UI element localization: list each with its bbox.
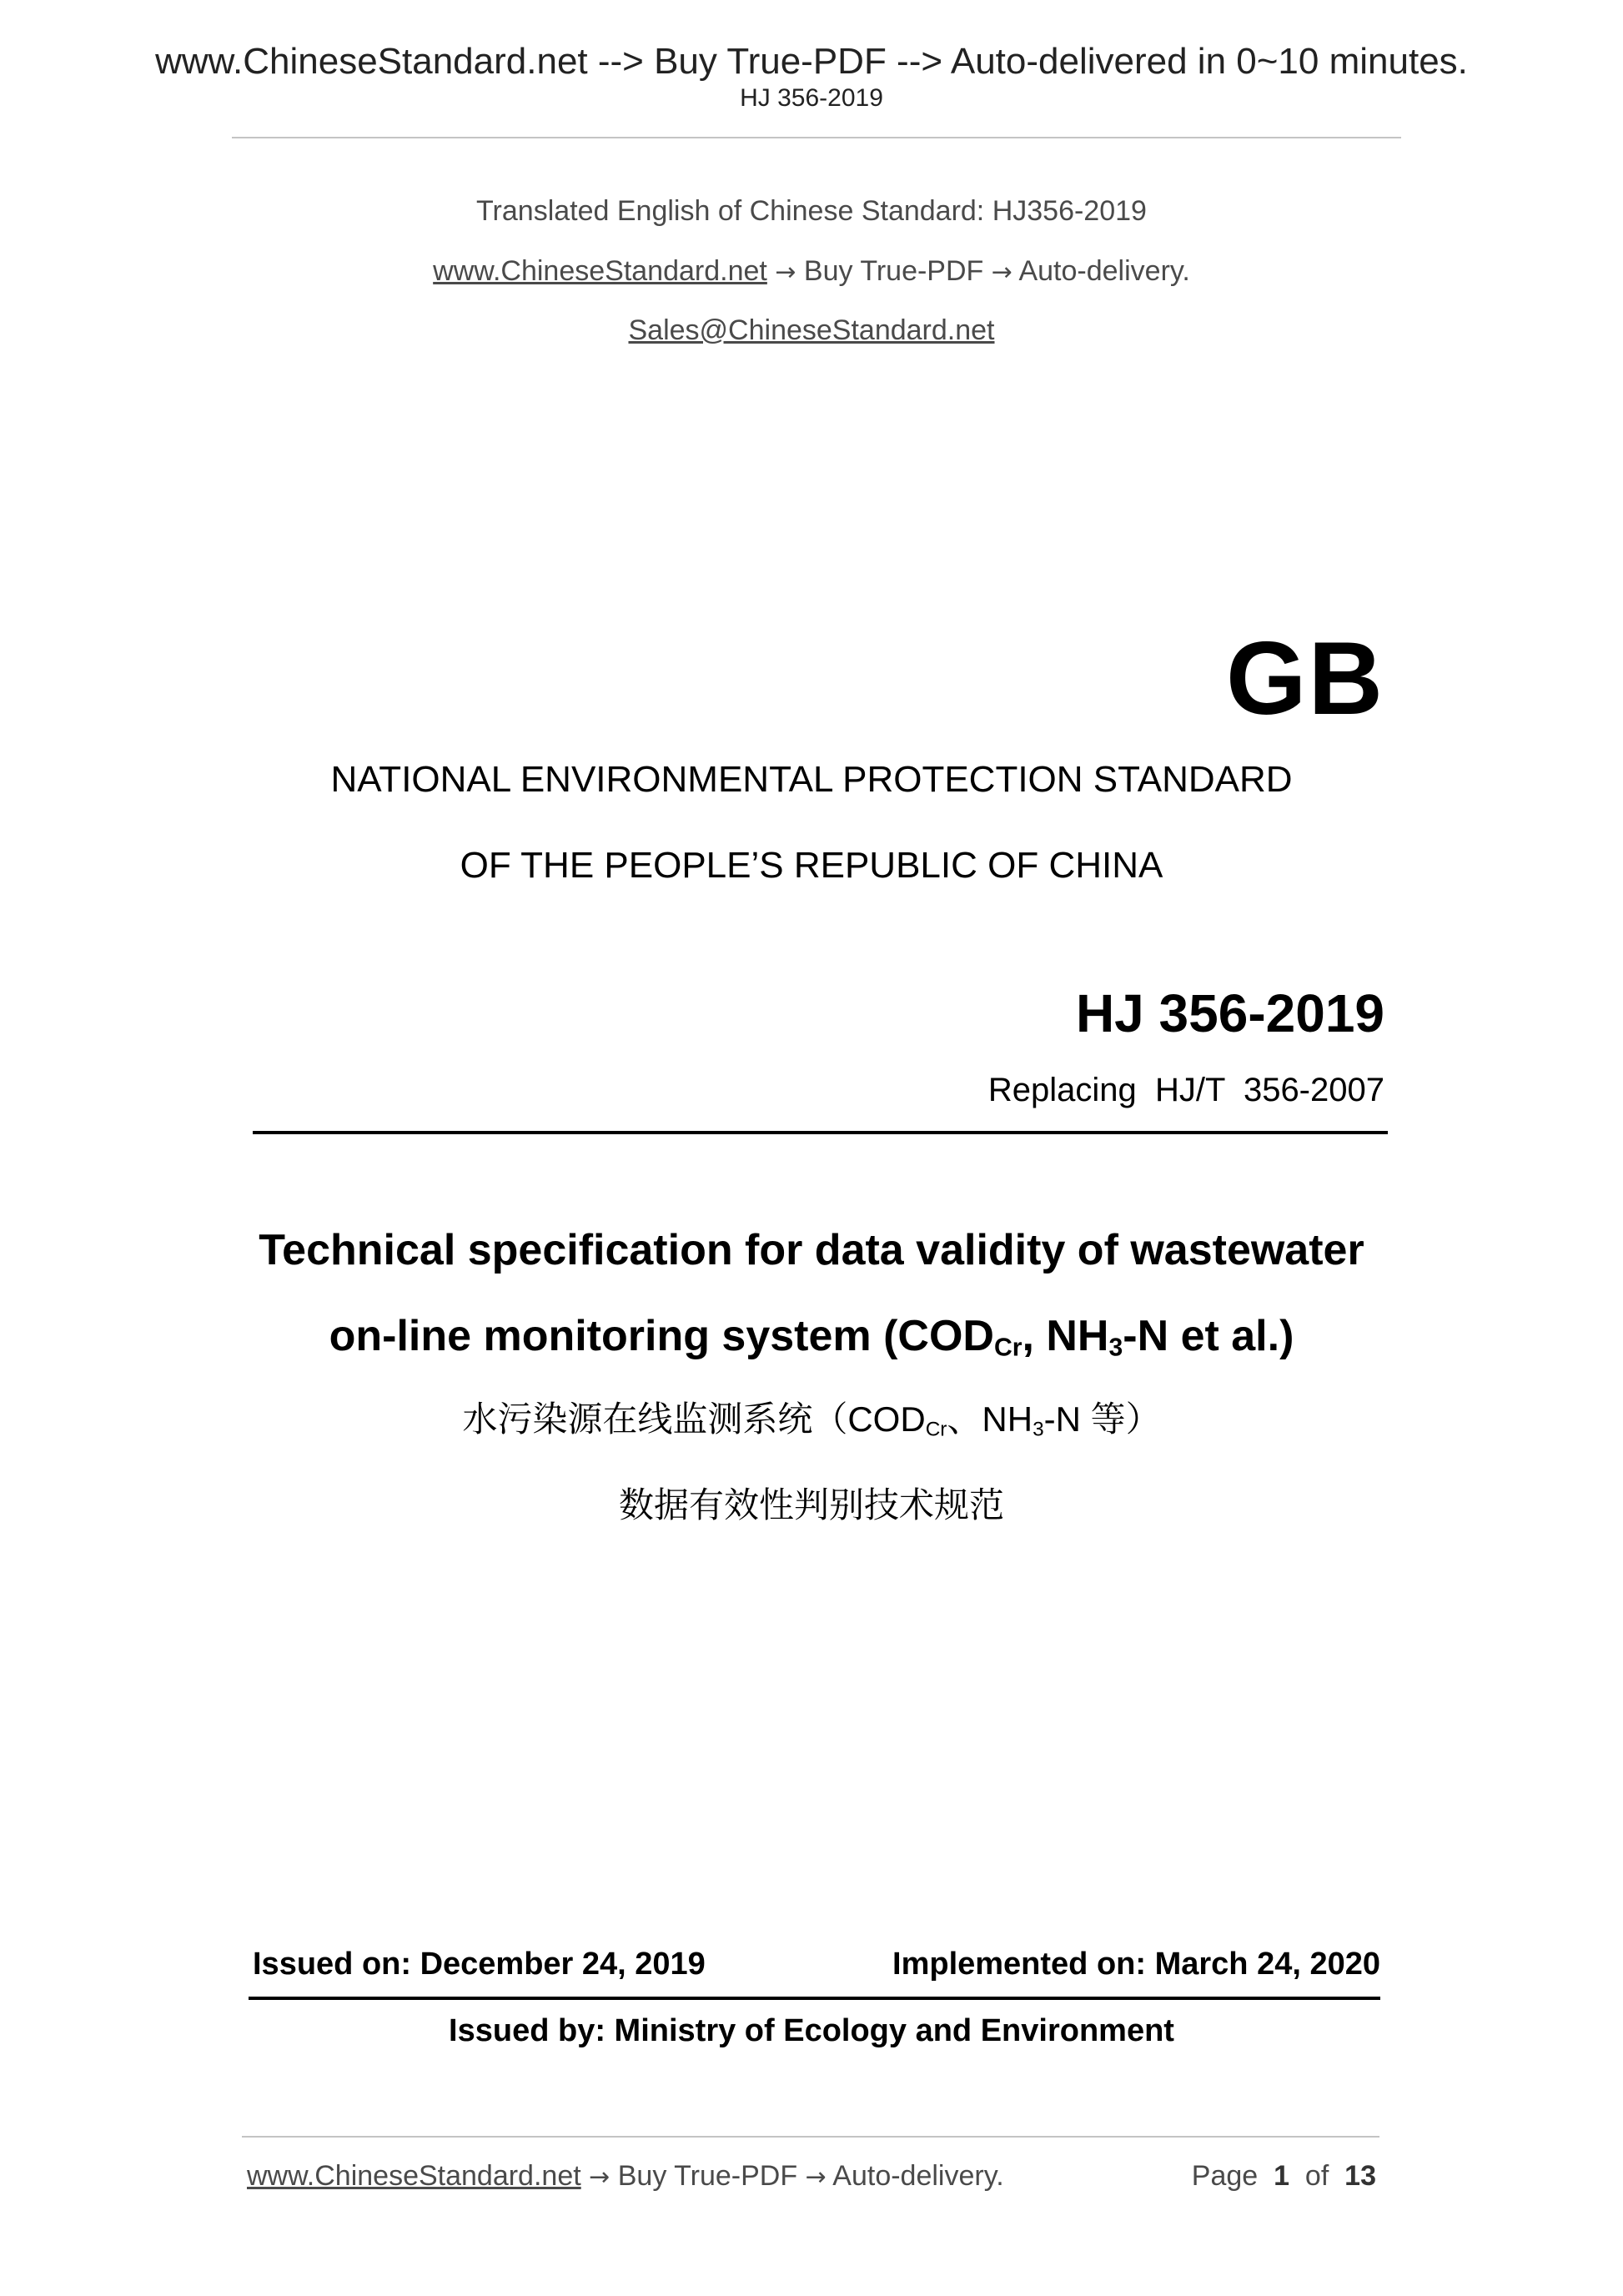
page-current: 1 — [1274, 2160, 1289, 2192]
english-title-line2: on-line monitoring system ($COD_{Cr}$, $NH_3-N$ et al.) — [329, 1312, 1294, 1362]
chinese-title-line2: 数据有效性判别技术规范 — [618, 1485, 1004, 1525]
auto-delivery-text: Auto-delivery. — [1018, 255, 1190, 287]
title-divider — [253, 1131, 1388, 1134]
arrow-icon: → — [991, 258, 1012, 287]
footer-divider — [242, 2136, 1379, 2138]
footer-delivery-text: Auto-delivery. — [832, 2160, 1004, 2192]
footer-buy-text: Buy True-PDF — [617, 2160, 798, 2192]
implemented-on-date: Implemented on: March 24, 2020 — [892, 1947, 1380, 1982]
page-of-label: of — [1304, 2160, 1329, 2192]
standard-body-line2: OF THE PEOPLE’S REPUBLIC OF CHINA — [460, 845, 1163, 886]
page-total: 13 — [1344, 2160, 1376, 2192]
chinese-title-line1: 水污染源在线监测系统（$COD_{Cr}$、$NH_3-N$ 等） — [462, 1399, 1161, 1441]
standard-body-line1: NATIONAL ENVIRONMENTAL PROTECTION STANDARD — [330, 759, 1293, 800]
issued-on-date: Issued on: December 24, 2019 — [253, 1947, 706, 1982]
arrow-icon: → — [775, 258, 796, 287]
standard-number: HJ 356-2019 — [1075, 983, 1384, 1043]
footer-site-link[interactable]: www.ChineseStandard.net — [247, 2160, 581, 2192]
header-divider — [232, 137, 1401, 138]
top-banner: www.ChineseStandard.net --> Buy True-PDF --> Auto-delivered in 0~10 minutes. — [155, 41, 1468, 82]
intro-link-line — [0, 257, 1623, 285]
issued-by: Issued by: Ministry of Ecology and Environment — [449, 2013, 1174, 2048]
arrow-icon: → — [805, 2163, 827, 2192]
site-link[interactable]: www.ChineseStandard.net — [433, 255, 767, 287]
email-line — [0, 316, 1623, 344]
header-doc-code: HJ 356-2019 — [740, 84, 883, 112]
buy-true-pdf-text: Buy True-PDF — [803, 255, 984, 287]
arrow-icon: → — [589, 2163, 611, 2192]
replacing-note: Replacing HJ/T 356-2007 — [987, 1072, 1384, 1108]
footer-links — [247, 2162, 1004, 2190]
page-indicator — [1192, 2162, 1376, 2190]
english-title-line1: Technical specification for data validity of wastewater — [259, 1226, 1364, 1274]
sales-email-link[interactable]: Sales@ChineseStandard.net — [628, 314, 995, 346]
issue-divider — [249, 1997, 1380, 2000]
gb-mark: GB — [1226, 621, 1384, 736]
page-label: Page — [1191, 2160, 1259, 2192]
translated-line: Translated English of Chinese Standard: HJ356-2019 — [476, 195, 1147, 227]
